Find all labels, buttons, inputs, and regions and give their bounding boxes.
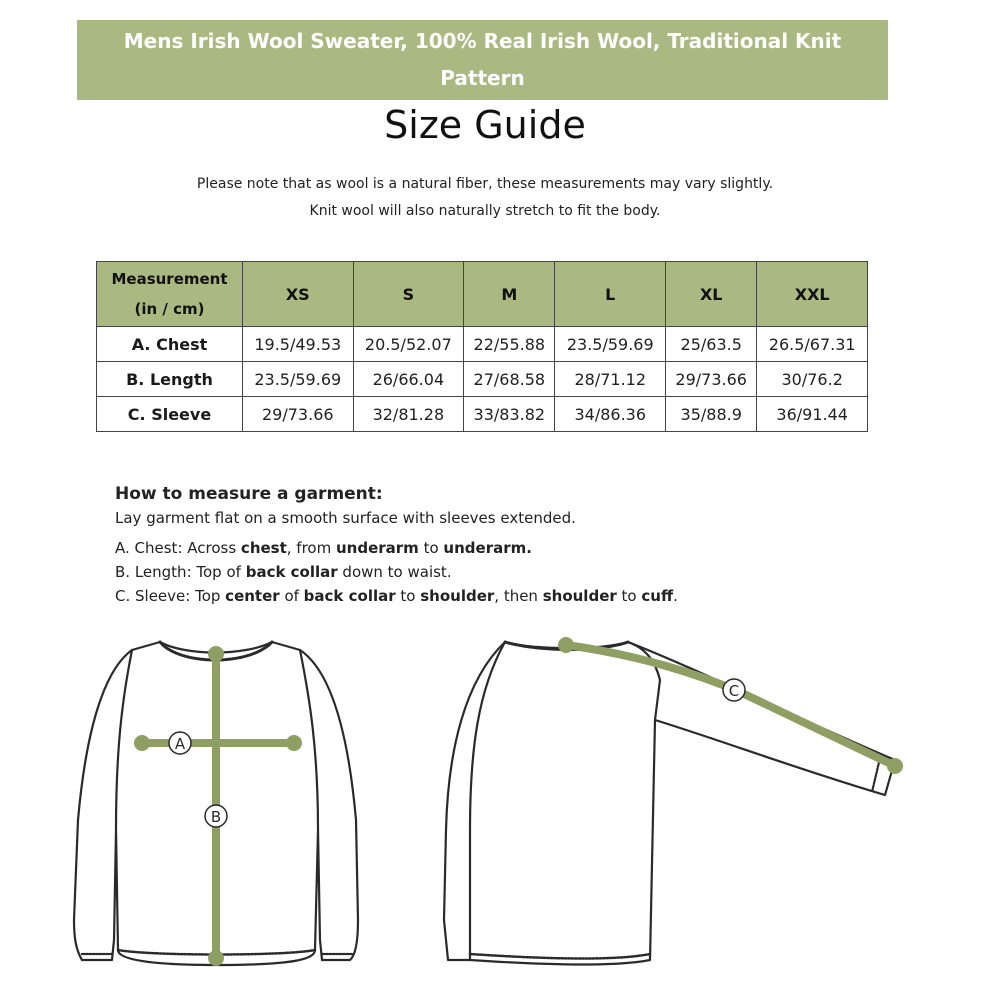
bold-term: underarm: [335, 539, 419, 557]
marker-c-label: C: [728, 682, 740, 700]
corner-line-1: Measurement: [111, 270, 228, 288]
table-cell: 26.5/67.31: [757, 327, 868, 362]
marker-b-label: B: [210, 808, 222, 826]
row-label: A. Chest: [97, 327, 243, 362]
corner-line-2: (in / cm): [134, 300, 205, 318]
table-cell: 26/66.04: [353, 362, 464, 397]
bold-term: underarm.: [443, 539, 532, 557]
bold-term: shoulder: [420, 587, 495, 605]
back-left-seam: [470, 642, 505, 960]
bold-term: shoulder: [542, 587, 617, 605]
note-line-1: Please note that as wool is a natural fiber, these measurements may vary slightly.: [196, 176, 774, 192]
text: of: [279, 587, 304, 605]
marker-b: [205, 805, 227, 827]
measure-instructions: [115, 482, 815, 608]
text: to: [418, 539, 444, 557]
right-underarm-seam: [300, 650, 318, 830]
text: A. Chest: Across: [115, 539, 241, 557]
size-note: [0, 171, 970, 225]
table-cell: 22/55.88: [464, 327, 555, 362]
measurement-lines: [142, 645, 895, 958]
marker-a: [169, 732, 191, 754]
text: down to waist.: [337, 563, 452, 581]
text: B. Length: Top of: [115, 563, 246, 581]
sweater-measurement-diagram: [0, 620, 1000, 1000]
bold-term: center: [225, 587, 280, 605]
text: , from: [286, 539, 336, 557]
text: C. Sleeve: Top: [115, 587, 226, 605]
sleeve-line: [566, 645, 895, 766]
table-header-row: [97, 262, 868, 327]
table-cell: 36/91.44: [757, 397, 868, 432]
text: to: [395, 587, 421, 605]
length-bottom-dot: [208, 950, 224, 966]
title-banner: [77, 20, 888, 100]
table-cell: 30/76.2: [757, 362, 868, 397]
row-label: C. Sleeve: [97, 397, 243, 432]
instruction-length: [115, 560, 815, 584]
table-cell: 20.5/52.07: [353, 327, 464, 362]
table-cell: 33/83.82: [464, 397, 555, 432]
table-cell: 29/73.66: [243, 397, 354, 432]
table-cell: 25/63.5: [666, 327, 757, 362]
bold-term: back collar: [303, 587, 396, 605]
instructions-heading: How to measure a garment:: [115, 484, 383, 504]
instruction-sleeve: [115, 584, 815, 608]
size-header-xl: XL: [666, 262, 757, 327]
table-cell: 35/88.9: [666, 397, 757, 432]
bold-term: cuff: [641, 587, 674, 605]
size-header-m: M: [464, 262, 555, 327]
page-title: Size Guide: [384, 103, 586, 147]
back-body-outline: [444, 642, 660, 965]
chest-end-dot: [286, 735, 302, 751]
table-cell: 23.5/59.69: [243, 362, 354, 397]
table-cell: 28/71.12: [555, 362, 666, 397]
size-header-l: L: [555, 262, 666, 327]
marker-c: [723, 679, 745, 701]
banner-text: Mens Irish Wool Sweater, 100% Real Irish Wool, Traditional Knit Pattern: [123, 29, 842, 90]
table-cell: 27/68.58: [464, 362, 555, 397]
chest-start-dot: [134, 735, 150, 751]
text: to: [616, 587, 642, 605]
sweater-back-drawing: [444, 642, 895, 965]
sleeve-cuff: [872, 758, 880, 792]
table-cell: 19.5/49.53: [243, 327, 354, 362]
row-label: B. Length: [97, 362, 243, 397]
text: .: [673, 587, 678, 605]
table-cell: 32/81.28: [353, 397, 464, 432]
size-table: [96, 261, 868, 432]
bold-term: chest: [240, 539, 287, 557]
sleeve-start-dot: [558, 637, 574, 653]
corner-header: [97, 262, 243, 327]
bold-term: back collar: [245, 563, 338, 581]
table-row-length: [97, 362, 868, 397]
table-cell: 29/73.66: [666, 362, 757, 397]
text: , then: [494, 587, 543, 605]
table-row-chest: [97, 327, 868, 362]
table-row-sleeve: [97, 397, 868, 432]
sleeve-end-dot: [887, 758, 903, 774]
instruction-chest: [115, 536, 815, 560]
table-cell: 34/86.36: [555, 397, 666, 432]
left-underarm-seam: [116, 650, 132, 830]
size-header-s: S: [353, 262, 464, 327]
table-cell: 23.5/59.69: [555, 327, 666, 362]
measurement-endpoints: [134, 637, 903, 966]
back-hem: [470, 954, 650, 959]
size-header-xxl: XXL: [757, 262, 868, 327]
instructions-intro: Lay garment flat on a smooth surface with sleeves extended.: [115, 509, 576, 527]
marker-a-label: A: [174, 735, 186, 753]
size-header-xs: XS: [243, 262, 354, 327]
length-top-dot: [208, 646, 224, 662]
note-line-2: Knit wool will also naturally stretch to fit the body.: [309, 203, 661, 219]
